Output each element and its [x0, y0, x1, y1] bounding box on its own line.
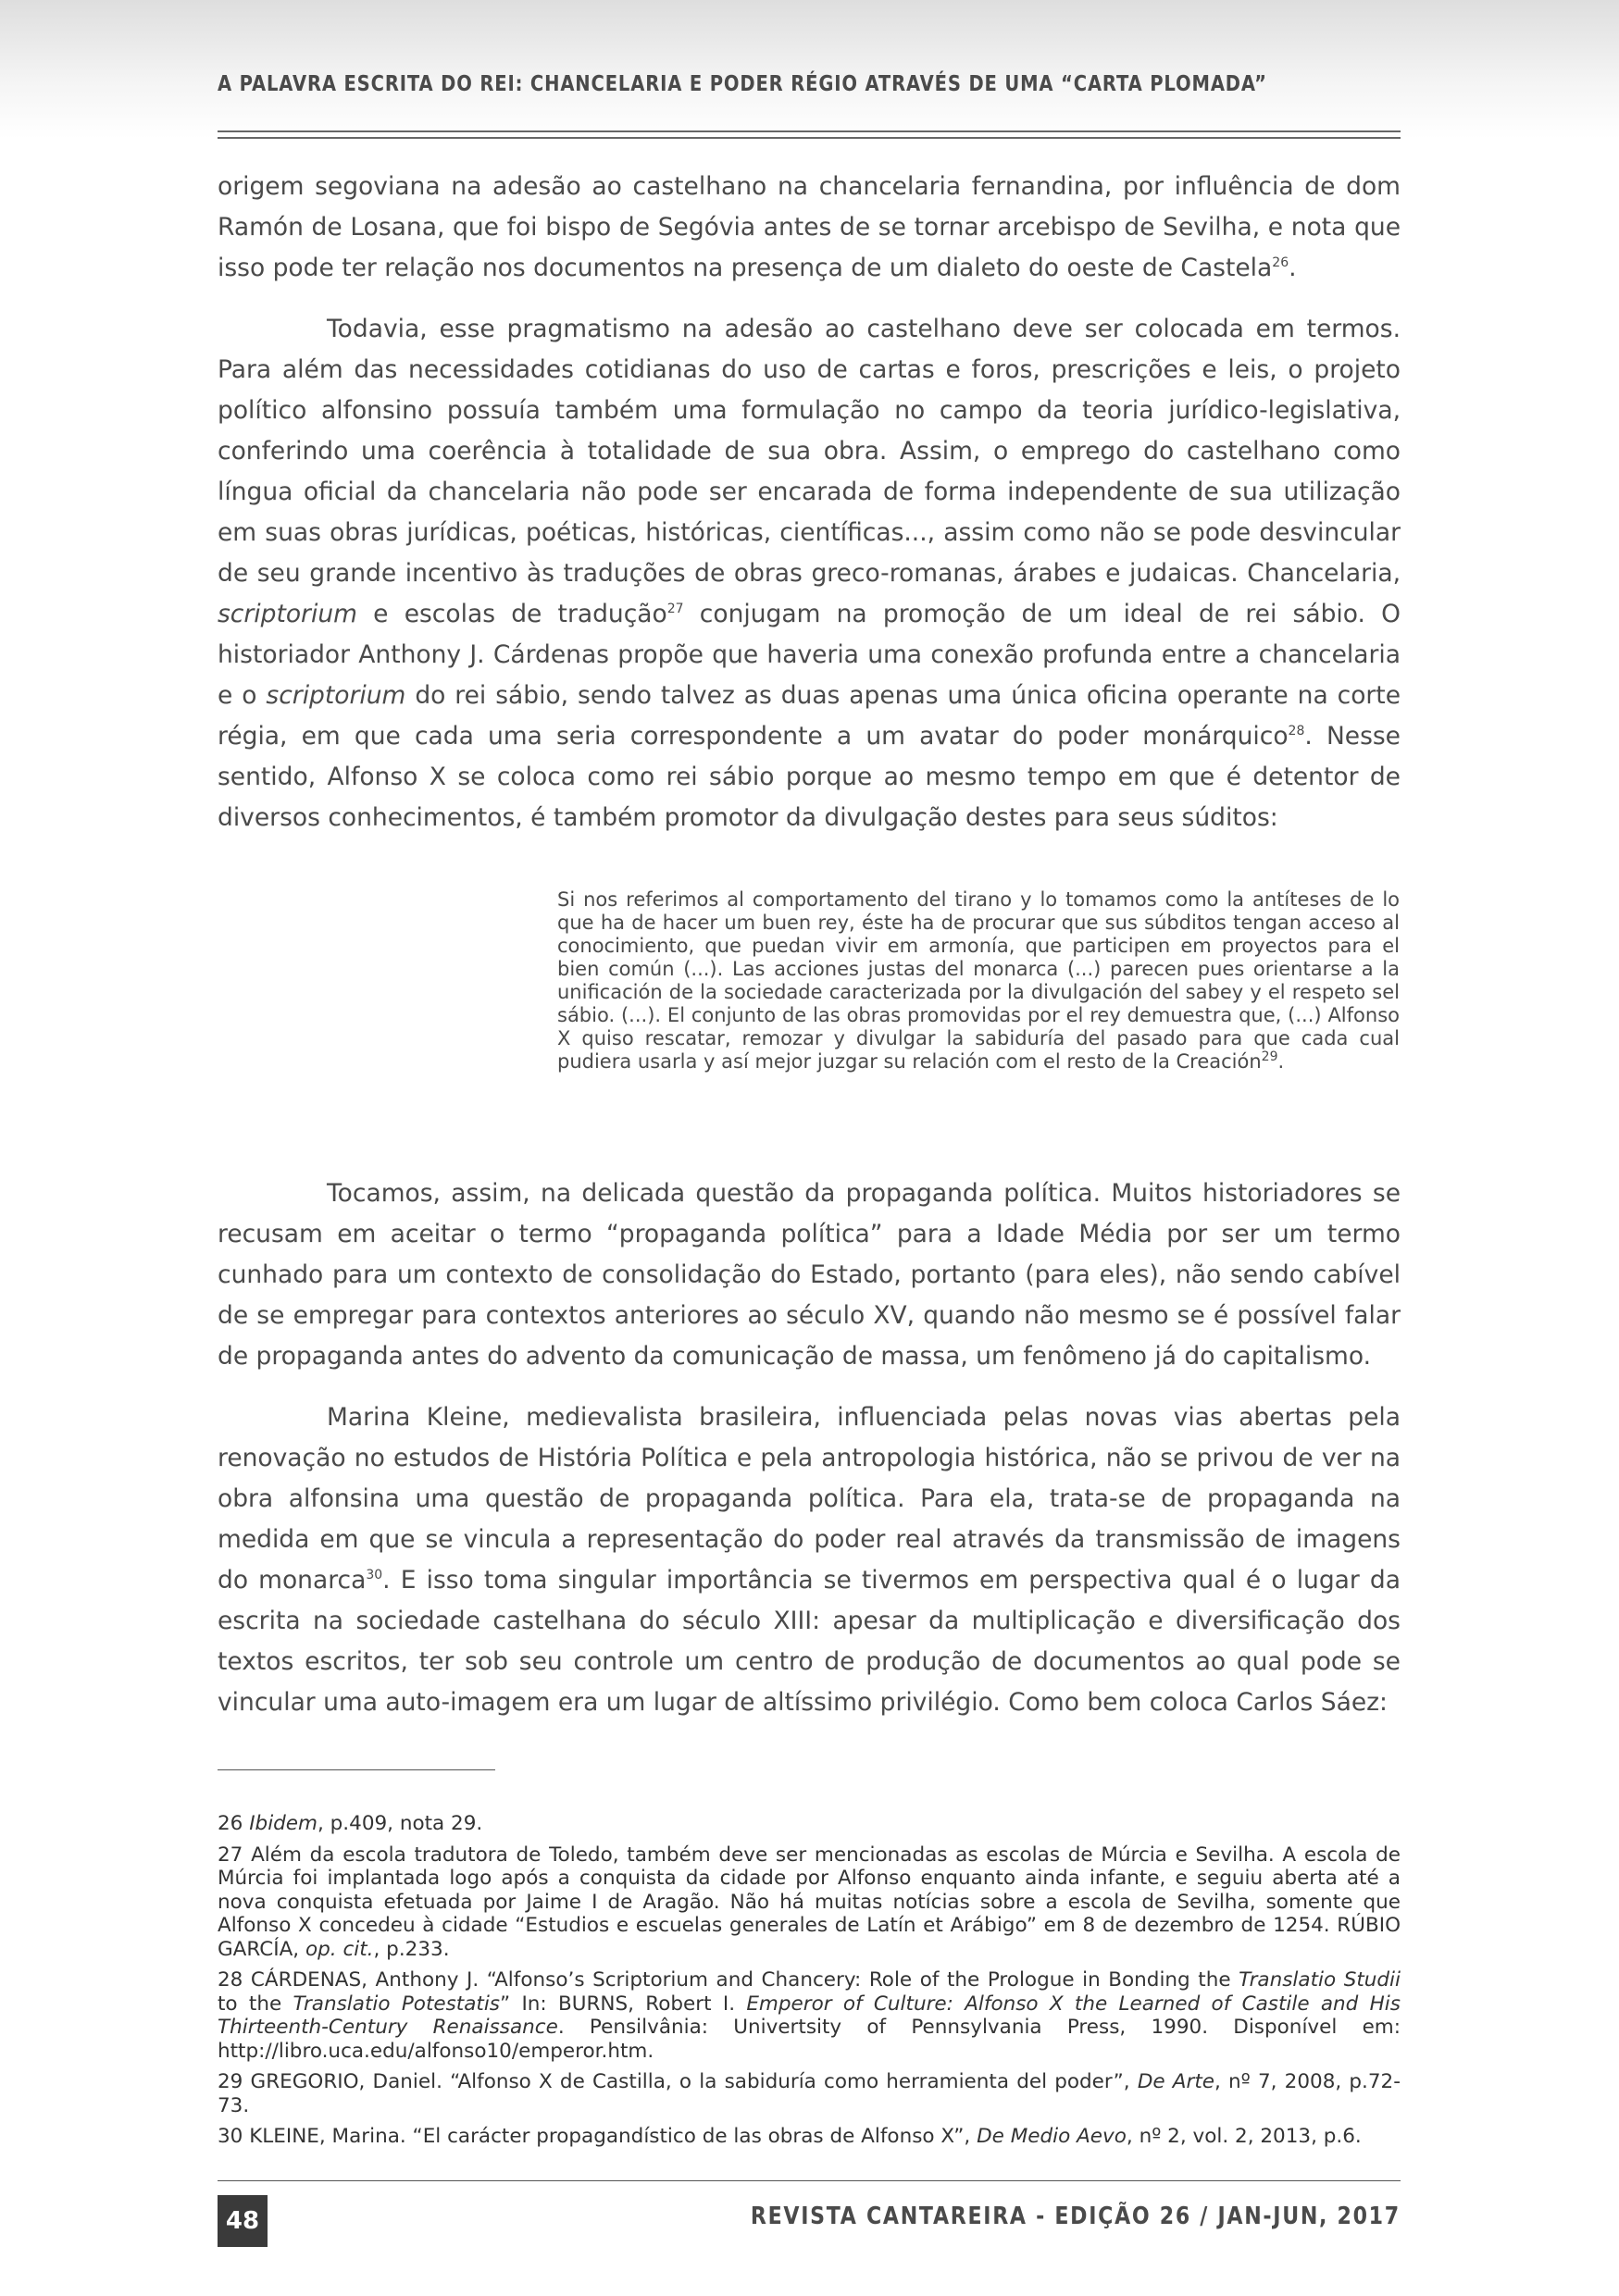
- footnote-ref[interactable]: 27: [666, 602, 684, 617]
- header-rule-bottom: [218, 137, 1401, 139]
- footnote-28: [218, 1968, 1401, 2063]
- footnote-italic: op. cit.: [305, 1937, 374, 1961]
- footnote-ref[interactable]: 29: [1261, 1049, 1278, 1064]
- paragraph-text: .: [1289, 254, 1297, 282]
- footnote-italic: De Arte: [1137, 2070, 1214, 2093]
- paragraph-text: Todavia, esse pragmatismo na adesão ao castelhano deve ser colocada em termos. Para além das necessidades cotidianas do uso de cartas e foros, prescrições e leis, o projeto político alfonsino possuía também uma formulação no campo da teoria jurídico-legislativa, conferindo uma coerência à totalidade de sua obra. Assim, o emprego do castelhano como língua oficial da chancelaria não pode ser encarada de forma independente de sua utilização em suas obras jurídicas, poéticas, históricas, científicas..., assim como não se pode desvincular de seu grande incentivo às traduções de obras greco-romanas, árabes e judaicas. Chancelaria,: [218, 315, 1401, 588]
- footnote-30: [218, 2125, 1401, 2149]
- header-background: [0, 0, 1619, 139]
- paragraph-text: e escolas de tradução: [373, 600, 667, 628]
- footnote-italic: Ibidem: [249, 1812, 318, 1835]
- footnote-text: CÁRDENAS, Anthony J. “Alfonso’s Scriptorium and Chancery: Role of the Prologue in Bonding the: [250, 1968, 1231, 1992]
- paragraph-continuation: [218, 167, 1401, 289]
- paragraph-text: . Nesse sentido, Alfonso X se coloca como rei sábio porque ao mesmo tempo em que é detentor de diversos conhecimentos, é também promotor da divulgação destes para seus súditos:: [218, 722, 1401, 832]
- footnotes: [218, 1812, 1401, 2156]
- footnote-text: , nº 7, 2008, p.72-73.: [218, 2070, 1401, 2117]
- footnote-26: [218, 1812, 1401, 1836]
- footnote-text: , nº 2, vol. 2, 2013, p.6.: [1126, 2125, 1362, 2148]
- footnote-ref[interactable]: 28: [1288, 724, 1305, 739]
- italic-term: scriptorium: [218, 600, 357, 628]
- footnote-number: 26: [218, 1812, 243, 1835]
- journal-footer: REVISTA CANTAREIRA - EDIÇÃO 26 / JAN-JUN, 2017: [751, 2203, 1401, 2230]
- paragraph-text: conjugam na promoção de um ideal de rei sábio. O historiador Anthony J. Cárdenas propõe que haveria uma conexão profunda entre a chancelaria e o: [218, 600, 1401, 710]
- footnote-29: [218, 2070, 1401, 2117]
- footnote-text: . Pensilvânia: Univertsity of Pennsylvania Press, 1990. Disponível em: http://libro.uca.edu/alfonso10/emperor.htm.: [218, 2016, 1401, 2063]
- footnote-ref[interactable]: 30: [366, 1568, 383, 1583]
- paragraph-tocamos: [218, 1173, 1401, 1377]
- footnote-text: , p.409, nota 29.: [317, 1812, 483, 1835]
- running-title: A PALAVRA ESCRITA DO REI: CHANCELARIA E PODER RÉGIO ATRAVÉS DE UMA “CARTA PLOMADA”: [218, 72, 1267, 96]
- quote-text: Si nos referimos al comportamento del tirano y lo tomamos como la antíteses de lo que ha de hacer um buen rey, éste ha de procurar que sus súbditos tengan acceso al conocimiento, que puedan vivir em armonía, que participen em proyectos para el bien común (...). Las acciones justas del monarca (...) parecen pues orientarse a la unificación de la sociedade caracterizada por la divulgación del sabey y el respeto sel sábio. (...). El conjunto de las obras promovidas por el rey demuestra que, (...) Alfonso X quiso rescatar, remozar y divulgar la sabiduría del pasado para que cada cual pudiera usarla y así mejor juzgar su relación com el resto de la Creación: [557, 888, 1400, 1073]
- footnote-italic: Translatio Studii: [1239, 1968, 1401, 1992]
- footnote-text: , p.233.: [373, 1937, 450, 1961]
- footer-rule: [218, 2180, 1401, 2181]
- italic-term: scriptorium: [266, 681, 406, 710]
- page-number: 48: [218, 2195, 268, 2247]
- paragraph-text: origem segoviana na adesão ao castelhano na chancelaria fernandina, por influência de dom Ramón de Losana, que foi bispo de Segóvia antes de se tornar arcebispo de Sevilha, e nota que isso pode ter relação nos documentos na presença de um dialeto do oeste de Castela: [218, 172, 1401, 282]
- paragraph-kleine: [218, 1397, 1401, 1723]
- footnote-italic: Emperor of Culture: Alfonso X the Learned of Castile and His Thirteenth-Century Renaissance: [218, 1992, 1401, 2039]
- footnote-text: GREGORIO, Daniel. “Alfonso X de Castilla, o la sabiduría como herramienta del poder”,: [250, 2070, 1130, 2093]
- footnote-number: 27: [218, 1843, 243, 1867]
- paragraph-todavia: [218, 309, 1401, 838]
- paragraph-text: Marina Kleine, medievalista brasileira, influenciada pelas novas vias abertas pela renovação no estudos de História Política e pela antropologia histórica, não se privou de ver na obra alfonsina uma questão de propaganda política. Para ela, trata-se de propaganda na medida em que se vincula a representação do poder real através da transmissão de imagens do monarca: [218, 1403, 1401, 1595]
- footnote-27: [218, 1843, 1401, 1962]
- footnote-number: 30: [218, 2125, 243, 2148]
- footnote-number: 28: [218, 1968, 243, 1992]
- paragraph-text: Tocamos, assim, na delicada questão da propaganda política. Muitos historiadores se recusam em aceitar o termo “propaganda política” para a Idade Média por ser um termo cunhado para um contexto de consolidação do Estado, portanto (para eles), não sendo cabível de se empregar para contextos anteriores ao século XV, quando não mesmo se é possível falar de propaganda antes do advento da comunicação de massa, um fenômeno já do capitalismo.: [218, 1179, 1401, 1371]
- footnote-text: ” In: BURNS, Robert I.: [500, 1992, 736, 2016]
- quote-text: .: [1277, 1050, 1285, 1073]
- footnote-text: to the: [218, 1992, 282, 2016]
- footnote-text: Além da escola tradutora de Toledo, também deve ser mencionadas as escolas de Múrcia e Sevilha. A escola de Múrcia foi implantada logo após a conquista da cidade por Alfonso enquanto ainda infante, e seguiu aberta até a nova conquista efetuada por Jaime I de Aragão. Não há muitas notícias sobre a escola de Sevilha, somente que Alfonso X concedeu à cidade “Estudios e escuelas generales de Latín et Arábigo” em 8 de dezembro de 1254. RÚBIO GARCÍA,: [218, 1843, 1401, 1961]
- footnote-separator: [218, 1769, 495, 1770]
- footnote-italic: De Medio Aevo: [977, 2125, 1127, 2148]
- paragraph-text: do rei sábio, sendo talvez as duas apenas uma única oficina operante na corte régia, em que cada uma seria correspondente a um avatar do poder monárquico: [218, 681, 1401, 751]
- footnote-number: 29: [218, 2070, 243, 2093]
- block-quote: [557, 888, 1400, 1074]
- footnote-text: KLEINE, Marina. “El carácter propagandístico de las obras de Alfonso X”,: [249, 2125, 971, 2148]
- paragraph-text: . E isso toma singular importância se tivermos em perspectiva qual é o lugar da escrita na sociedade castelhana do século XIII: apesar da multiplicação e diversificação dos textos escritos, ter sob seu controle um centro de produção de documentos ao qual pode se vincular uma auto-imagem era um lugar de altíssimo privilégio. Como bem coloca Carlos Sáez:: [218, 1566, 1401, 1717]
- header-rule-top: [218, 130, 1401, 132]
- footnote-italic: Translatio Potestatis: [293, 1992, 501, 2016]
- footnote-ref[interactable]: 26: [1272, 255, 1289, 271]
